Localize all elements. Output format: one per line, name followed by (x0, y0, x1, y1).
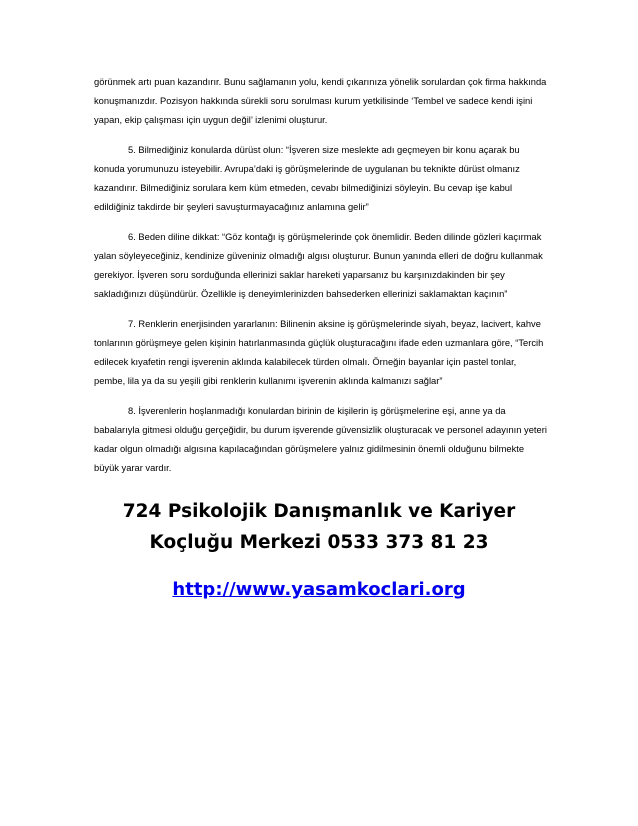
paragraph-item-5: 5. Bilmediğiniz konularda dürüst olun: “İşveren size meslekte adı geçmeyen bir konu açarak bu konuda yorumunuzu isteyebilir. Avrupa’daki iş görüşmelerinde de uygulanan bu teknikte dürüst olmanız kazandırır. Bilmediğiniz sorulara kem küm etmeden, cevabı bilmediğinizi söyleyin. Bu cevap işe kabul edildiğiniz takdirde bir şeyleri savuşturmayacağınız anlamına gelir” (94, 145, 520, 212)
paragraph-item-8: 8. İşverenlerin hoşlanmadığı konulardan birinin de kişilerin iş görüşmelerine eşi, anne ya da babalarıyla gitmesi olduğu gerçeğidir, bu durum işverende güvensizlik oluşturacak ve personel adayının yeteri kadar olgun olmadığı algısına kapılacağından görüşmelere yalnız gidilmesinin önemli olduğunu bilmekte büyük yarar vardır. (94, 406, 547, 473)
center-contact-title: 724 Psikolojik Danışmanlık ve Kariyer Koçluğu Merkezi 0533 373 81 23 (122, 501, 516, 553)
paragraph-item-7: 7. Renklerin enerjisinden yararlanın: Bilinenin aksine iş görüşmelerinde siyah, beyaz, lacivert, kahve tonlarının görüşmeye gelen kişinin hatırlanmasında güçlük oluşturacağını ifade eden uzmanlara göre, “Tercih edilecek kıyafetin rengi işverenin aklında kalabilecek türden olmalı. Örneğin bayanlar için pastel tonlar, pembe, lila ya da su yeşili gibi renklerin kullanımı işverenin aklında kalmanızı sağlar” (94, 319, 544, 386)
paragraph-continuation: görünmek artı puan kazandırır. Bunu sağlamanın yolu, kendi çıkarınıza yönelik sorulardan çok firma hakkında konuşmanızdır. Pozisyon hakkında sürekli soru sorulması kurum yetkilisinde ‘Tembel ve sadece kendi işini yapan, ekip çalışması için uygun değil’ izlenimi oluşturur. (94, 77, 547, 125)
document-body (94, 73, 549, 489)
paragraph-item-6: 6. Beden diline dikkat: “Göz kontağı iş görüşmelerinde çok önemlidir. Beden dilinde gözleri kaçırmak yalan söyleyeceğiniz, kendinize güveniniz olmadığı algısı oluşturur. Bunun yanında elleri de doğru kullanmak gerekiyor. İşveren soru sorduğunda ellerinizi saklar hareketi yaparsanız bu karşınızdakinden bir şey sakladığınızı düşündürür. Özellikle iş deneyimlerinizden bahsederken ellerinizi saklamaktan kaçının” (94, 232, 543, 299)
contact-footer (0, 496, 638, 602)
website-link[interactable]: http://www.yasamkoclari.org (172, 579, 466, 600)
